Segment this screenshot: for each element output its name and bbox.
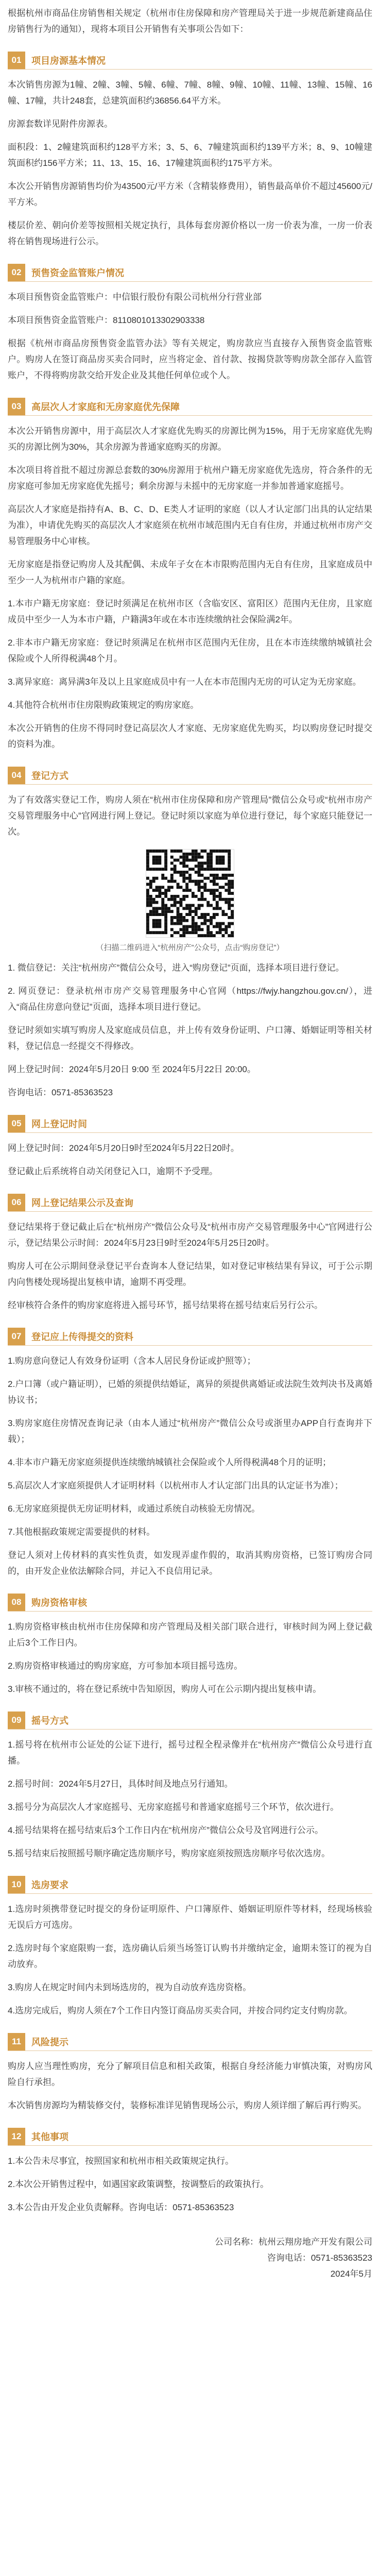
- section-paragraph: 房源套数详见附件房源表。: [8, 119, 113, 129]
- section-07: [8, 1328, 372, 1579]
- section-paragraph: 为了有效落实登记工作，购房人须在“杭州市住房保障和房产管理局”微信公众号或“杭州市房产交易管理服务中心”官网进行网上登记。登记时须以家庭为单位进行登记，每个家庭只能登记一次。: [8, 795, 372, 837]
- announcement-content: [8, 0, 372, 2282]
- section-paragraph: 1.本市户籍无房家庭：登记时须满足在杭州市区（含临安区、富阳区）范围内无住房，且家庭成员中至少一人为本市户籍，户籍满3年或在本市连续缴纳社会保险满2年。: [8, 599, 372, 624]
- section-paragraph: 经审核符合条件的购房家庭将进入摇号环节，摇号结果将在摇号结束后另行公示。: [8, 1300, 323, 1310]
- section-paragraph: 5.高层次人才家庭须提供人才证明材料（以杭州市人才认定部门出具的认定证书为准）；: [8, 1481, 343, 1490]
- section-paragraph: 本项目预售资金监管账户：8110801013302903338: [8, 315, 205, 325]
- section-paragraph: 1.本公告未尽事宜，按照国家和杭州市相关政策规定执行。: [8, 2156, 234, 2166]
- section-number: 10: [8, 1876, 25, 1893]
- intro-paragraph: 根据杭州市商品住房销售相关规定（杭州市住房保障和房产管理局关于进一步规范新建商品住房销售行为的通知），现将本项目公开销售有关事项公告如下：: [8, 8, 372, 34]
- section-paragraph: 无房家庭是指登记购房人及其配偶、未成年子女在本市限购范围内无自有住房，且家庭成员中至少一人为杭州市户籍的家庭。: [8, 560, 372, 585]
- section-02: [8, 264, 372, 383]
- section-paragraph: 3.购房人在规定时间内未到场选房的，视为自动放弃选房资格。: [8, 1982, 252, 1992]
- section-paragraph: 6.无房家庭须提供无房证明材料，或通过系统自动核验无房情况。: [8, 1504, 261, 1514]
- footer-date: 2024年5月: [330, 2269, 372, 2279]
- section-title: 购房资格审核: [31, 1598, 87, 1608]
- section-number: 05: [8, 1115, 25, 1132]
- section-paragraph: 3.审核不通过的，将在登记系统中告知原因，购房人可在公示期内提出复核申请。: [8, 1684, 322, 1694]
- section-paragraph: 4.其他符合杭州市住房限购政策规定的购房家庭。: [8, 700, 199, 710]
- section-title: 项目房源基本情况: [31, 56, 106, 66]
- section-03: [8, 398, 372, 752]
- section-number: 03: [8, 398, 25, 415]
- section-header: [8, 1594, 372, 1612]
- section-number: 11: [8, 2033, 25, 2050]
- section-header: [8, 767, 372, 785]
- section-header: [8, 52, 372, 70]
- section-paragraph: 2.摇号时间：2024年5月27日，具体时间及地点另行通知。: [8, 1779, 233, 1789]
- section-number: 06: [8, 1194, 25, 1211]
- qr-code-icon[interactable]: [146, 849, 234, 938]
- section-paragraph: 3.本公告由开发企业负责解释。咨询电话：0571-85363523: [8, 2202, 234, 2212]
- section-title: 登记应上传得提交的资料: [31, 1332, 133, 1342]
- qr-block: [8, 849, 372, 953]
- section-number: 02: [8, 264, 25, 281]
- section-paragraph: 登记人须对上传材料的真实性负责，如发现弄虚作假的，取消其购房资格，已签订购房合同的，由开发企业依法解除合同，并记入不良信用记录。: [8, 1550, 372, 1576]
- section-header: [8, 2033, 372, 2051]
- section-paragraph: 1. 微信登记：关注“杭州房产”微信公众号，进入“购房登记”页面，选择本项目进行登记。: [8, 963, 344, 973]
- section-number: 07: [8, 1328, 25, 1345]
- section-title: 网上登记时间: [31, 1119, 87, 1129]
- section-paragraph: 2.户口簿（或户籍证明），已婚的须提供结婚证，离异的须提供离婚证或法院生效判决书及离婚协议书；: [8, 1379, 372, 1405]
- section-09: [8, 1711, 372, 1861]
- section-paragraph: 1.摇号将在杭州市公证处的公证下进行，摇号过程全程录像并在“杭州房产”微信公众号进行直播。: [8, 1740, 372, 1766]
- section-paragraph: 4.摇号结果将在摇号结束后3个工作日内在“杭州房产”微信公众号及官网进行公示。: [8, 1825, 323, 1835]
- section-paragraph: 本项目预售资金监管账户：中信银行股份有限公司杭州分行营业部: [8, 292, 262, 302]
- section-paragraph: 楼层价差、朝向价差等按照相关规定执行，具体每套房源价格以一房一价表为准，一房一价表将在销售现场进行公示。: [8, 221, 372, 246]
- section-title: 风险提示: [31, 2037, 68, 2047]
- section-paragraph: 5.摇号结束后按照摇号顺序确定选房顺序号，购房家庭须按照选房顺序号依次选房。: [8, 1849, 331, 1858]
- section-paragraph: 购房人可在公示期间登录登记平台查询本人登记结果，如对登记审核结果有异议，可于公示期内向售楼处现场提出复核申请，逾期不再受理。: [8, 1261, 372, 1287]
- section-paragraph: 3.摇号分为高层次人才家庭摇号、无房家庭摇号和普通家庭摇号三个环节，依次进行。: [8, 1802, 339, 1812]
- section-paragraph: 本次项目将首批不超过房源总套数的30%房源用于杭州户籍无房家庭优先选房，符合条件的无房家庭可参加无房家庭优先摇号；剩余房源与未摇中的无房家庭一并参加普通家庭摇号。: [8, 465, 372, 491]
- section-paragraph: 1.购房资格审核由杭州市住房保障和房产管理局及相关部门联合进行，审核时间为网上登记截止后3个工作日内。: [8, 1622, 372, 1648]
- section-04: [8, 767, 372, 1100]
- section-paragraph: 购房人应当理性购房，充分了解项目信息和相关政策，根据自身经济能力审慎决策，对购房风险自行承担。: [8, 2061, 372, 2087]
- section-paragraph: 2.选房时每个家庭限购一套，选房确认后须当场签订认购书并缴纳定金，逾期未签订的视为自动放弃。: [8, 1943, 372, 1969]
- section-paragraph: 1.选房时须携带登记时提交的身份证明原件、户口簿原件、婚姻证明原件等材料，经现场核验无误后方可选房。: [8, 1904, 372, 1930]
- section-paragraph: 登记截止后系统将自动关闭登记入口，逾期不予受理。: [8, 1166, 218, 1176]
- section-paragraph: 本次公开销售的住房不得同时登记高层次人才家庭、无房家庭优先购买，均以购房登记时提交的资料为准。: [8, 723, 372, 749]
- section-paragraph: 网上登记时间：2024年5月20日9时至2024年5月22日20时。: [8, 1143, 239, 1153]
- section-title: 选房要求: [31, 1880, 68, 1890]
- section-paragraph: 本次销售房源为1幢、2幢、3幢、5幢、6幢、7幢、8幢、9幢、10幢、11幢、13幢、15幢、16幢、17幢，共计248套，总建筑面积约36856.64平方米。: [8, 80, 372, 106]
- section-number: 04: [8, 767, 25, 784]
- section-paragraph: 4.选房完成后，购房人须在7个工作日内签订商品房买卖合同，并按合同约定支付购房款。: [8, 2006, 353, 2015]
- section-paragraph: 3.购房家庭住房情况查询记录（由本人通过“杭州房产”微信公众号或浙里办APP自行查询并下载）；: [8, 1418, 372, 1444]
- footer-company: 公司名称：杭州云翔房地产开发有限公司: [215, 2237, 372, 2247]
- section-header: [8, 1328, 372, 1346]
- section-paragraph: 本次公开销售房源中，用于高层次人才家庭优先购买的房源比例为15%，用于无房家庭优先购买的房源比例为30%，其余房源为普通家庭购买的房源。: [8, 426, 372, 452]
- section-paragraph: 咨询电话：0571-85363523: [8, 1088, 113, 1097]
- section-paragraph: 根据《杭州市商品房预售资金监管办法》等有关规定，购房款应当直接存入预售资金监管账户。购房人在签订商品房买卖合同时，应当将定金、首付款、按揭贷款等购房款全部存入监管账户，不得将购房款交给开发企业及其他任何单位或个人。: [8, 338, 372, 380]
- section-05: [8, 1115, 372, 1179]
- section-header: [8, 1711, 372, 1730]
- footer-phone: 咨询电话：0571-85363523: [267, 2253, 372, 2263]
- section-10: [8, 1876, 372, 2019]
- section-paragraph: 4.非本市户籍无房家庭须提供连续缴纳城镇社会保险或个人所得税满48个月的证明；: [8, 1458, 332, 1467]
- section-header: [8, 2128, 372, 2146]
- section-title: 高层次人才家庭和无房家庭优先保障: [31, 402, 180, 412]
- sections-container: [8, 52, 372, 2215]
- qr-caption: （扫描二维码进入“杭州房产”公众号，点击“购房登记”）: [96, 943, 284, 952]
- section-paragraph: 7.其他根据政策规定需要提供的材料。: [8, 1527, 156, 1537]
- section-paragraph: 2.非本市户籍无房家庭：登记时须满足在杭州市区范围内无住房，且在本市连续缴纳城镇社会保险或个人所得税满48个月。: [8, 638, 372, 664]
- section-paragraph: 面积段：1、2幢建筑面积约128平方米；3、5、6、7幢建筑面积约139平方米；8、9、10幢建筑面积约156平方米；11、13、15、16、17幢建筑面积约175平方米。: [8, 142, 372, 168]
- section-paragraph: 2. 网页登记：登录杭州市房产交易管理服务中心官网（https://fwjy.hangzhou.gov.cn/），进入“商品住房意向登记”页面，选择本项目进行登记。: [8, 986, 372, 1012]
- section-header: [8, 1876, 372, 1894]
- section-paragraph: 登记时须如实填写购房人及家庭成员信息，并上传有效身份证明、户口簿、婚姻证明等相关材料，登记信息一经提交不得修改。: [8, 1025, 372, 1051]
- section-paragraph: 登记结果将于登记截止后在“杭州房产”微信公众号及“杭州市房产交易管理服务中心”官网进行公示，登记结果公示时间：2024年5月23日9时至2024年5月25日20时。: [8, 1222, 372, 1248]
- section-08: [8, 1594, 372, 1697]
- section-paragraph: 高层次人才家庭是指持有A、B、C、D、E类人才证明的家庭（以人才认定部门出具的认定结果为准），申请优先购买的高层次人才家庭须在杭州市域范围内无自有住房，并通过杭州市房产交易管理服务中心审核。: [8, 504, 372, 546]
- section-title: 登记方式: [31, 771, 68, 781]
- section-paragraph: 2.购房资格审核通过的购房家庭，方可参加本项目摇号选房。: [8, 1661, 243, 1671]
- section-title: 网上登记结果公示及查询: [31, 1198, 133, 1208]
- section-paragraph: 本次公开销售房源销售均价为43500元/平方米（含精装修费用），销售最高单价不超过45600元/平方米。: [8, 181, 372, 207]
- section-paragraph: 本次销售房源均为精装修交付，装修标准详见销售现场公示，购房人须详细了解后再行购买。: [8, 2100, 367, 2110]
- section-number: 01: [8, 52, 25, 69]
- section-paragraph: 网上登记时间：2024年5月20日 9:00 至 2024年5月22日 20:00。: [8, 1064, 256, 1074]
- section-12: [8, 2128, 372, 2215]
- section-06: [8, 1194, 372, 1313]
- section-paragraph: 3.离异家庭：离异满3年及以上且家庭成员中有一人在本市范围内无房的可认定为无房家庭。: [8, 677, 361, 687]
- section-01: [8, 52, 372, 249]
- section-number: 08: [8, 1594, 25, 1611]
- section-number: 09: [8, 1711, 25, 1729]
- section-number: 12: [8, 2128, 25, 2145]
- section-paragraph: 1.购房意向登记人有效身份证明（含本人居民身份证或护照等）；: [8, 1356, 256, 1366]
- section-header: [8, 264, 372, 282]
- section-title: 摇号方式: [31, 1716, 68, 1726]
- section-title: 预售资金监管账户情况: [31, 268, 124, 278]
- section-header: [8, 1194, 372, 1212]
- footer: [8, 2234, 372, 2282]
- section-paragraph: 2.本次公开销售过程中，如遇国家政策调整，按调整后的政策执行。: [8, 2179, 269, 2189]
- section-header: [8, 1115, 372, 1133]
- section-11: [8, 2033, 372, 2113]
- section-header: [8, 398, 372, 416]
- section-title: 其他事项: [31, 2132, 68, 2142]
